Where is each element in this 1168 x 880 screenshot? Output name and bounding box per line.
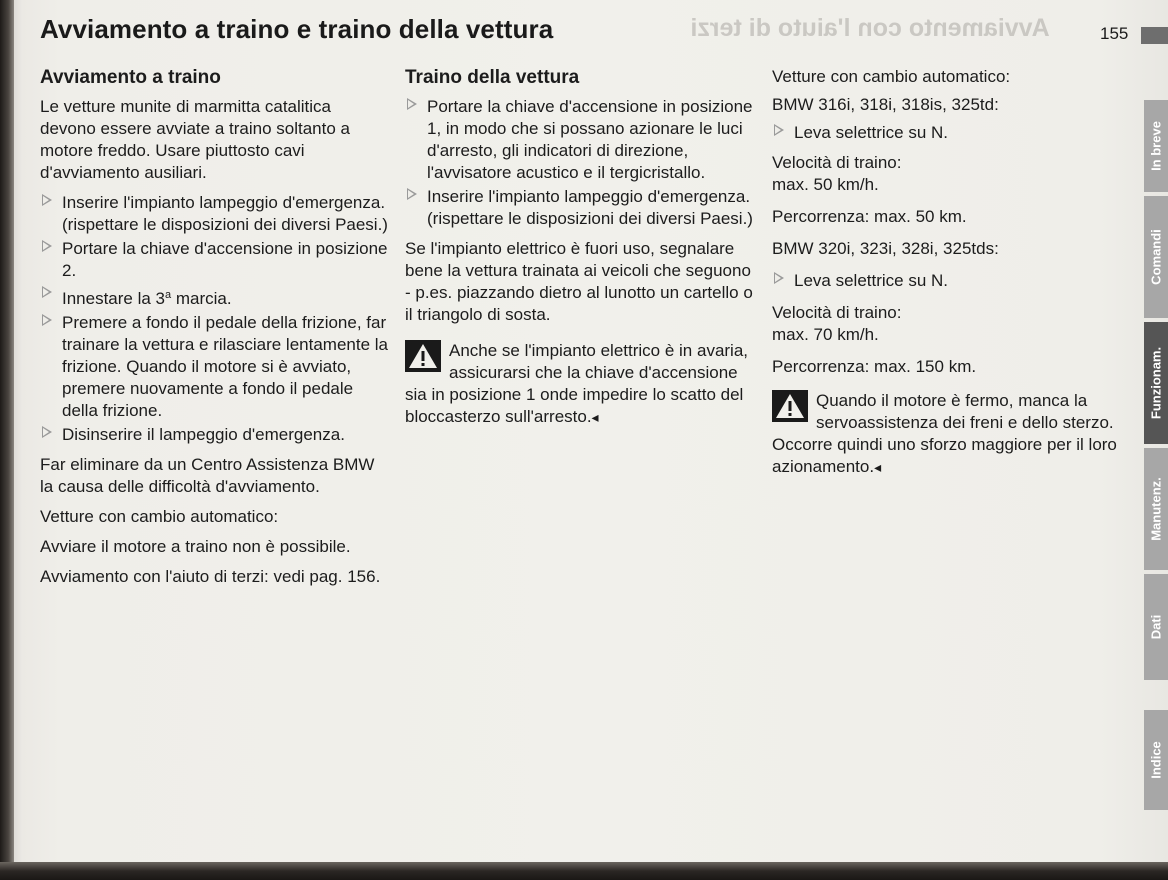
- triangle-bullet-icon: [42, 426, 52, 438]
- list-item-text: Portare la chiave d'accensione in posizione 2.: [62, 239, 388, 280]
- warning-text: Quando il motore è fermo, manca la servoassistenza dei freni e dello sterzo. Occorre quindi uno sforzo maggiore per il loro azionamento.: [772, 391, 1117, 476]
- list-item: [40, 424, 390, 446]
- list-item-text: Innestare la 3: [62, 289, 166, 308]
- tab-label: Indice: [1148, 741, 1164, 779]
- warning-text: Anche se l'impianto elettrico è in avaria, assicurarsi che la chiave d'accensione sia in posizione 1 onde impedire lo scatto del bloccasterzo sull'arresto.: [405, 341, 749, 426]
- tab-indice[interactable]: [1144, 710, 1168, 810]
- list-item-text: Portare la chiave d'accensione in posizione 1, in modo che si possano azionare le luci d'arresto, gli indicatori di direzione, l'avvisatore acustico e il tergicristallo.: [427, 97, 753, 182]
- column-towing-vehicle: [405, 66, 755, 428]
- triangle-bullet-icon: [774, 272, 784, 284]
- triangle-bullet-icon: [42, 314, 52, 326]
- tab-comandi[interactable]: [1144, 196, 1168, 318]
- list-item: [405, 96, 755, 184]
- automatic-label: Vetture con cambio automatico:: [772, 67, 1011, 86]
- distance-2: Percorrenza: max. 150 km.: [772, 357, 977, 376]
- page-bottom-edge: [0, 862, 1168, 880]
- tab-label: Dati: [1148, 614, 1164, 640]
- list-item-text: Disinserire il lampeggio d'emergenza.: [62, 425, 345, 444]
- electrical-fault-paragraph: Se l'impianto elettrico è fuori uso, segnalare bene la vettura trainata ai veicoli che seguono - p.es. piazzando dietro al lunotto un cartello o il triangolo di sosta.: [405, 239, 753, 324]
- speed-label-2: Velocità di traino:: [772, 303, 902, 322]
- tab-manutenz[interactable]: [1144, 448, 1168, 570]
- end-mark-icon: ◂: [591, 409, 599, 425]
- column-towing-start: [40, 66, 390, 596]
- tab-funzionam[interactable]: [1144, 322, 1168, 444]
- section-heading-towing-vehicle: Traino della vettura: [405, 67, 580, 88]
- reference-paragraph: Avviamento con l'aiuto di terzi: vedi pag. 156.: [40, 567, 381, 586]
- triangle-bullet-icon: [407, 188, 417, 200]
- speed-value-1: max. 50 km/h.: [772, 175, 879, 194]
- section-heading-towing-start: Avviamento a traino: [40, 67, 221, 88]
- triangle-bullet-icon: [42, 194, 52, 206]
- speed-value-2: max. 70 km/h.: [772, 325, 879, 344]
- triangle-bullet-icon: [42, 286, 52, 298]
- list-item: [772, 122, 1127, 144]
- list-item-text-end: marcia.: [171, 289, 232, 308]
- page-number: 155: [1100, 24, 1129, 43]
- tab-label: Funzionam.: [1148, 346, 1164, 420]
- triangle-bullet-icon: [774, 124, 784, 136]
- superscript: a: [165, 289, 172, 301]
- models-group-2: BMW 320i, 323i, 328i, 325tds:: [772, 239, 999, 258]
- triangle-bullet-icon: [407, 98, 417, 110]
- warning-triangle-icon: [772, 390, 808, 422]
- page-title: Avviamento a traino e traino della vettura: [40, 14, 554, 44]
- automatic-label: Vetture con cambio automatico:: [40, 507, 279, 526]
- bmw-service-paragraph: Far eliminare da un Centro Assistenza BMW la causa delle difficoltà d'avviamento.: [40, 455, 375, 496]
- tab-label: Manutenz.: [1148, 477, 1164, 541]
- list-item: [772, 270, 1127, 292]
- triangle-bullet-icon: [42, 240, 52, 252]
- book-spine: [0, 0, 14, 880]
- list-item: [40, 192, 390, 236]
- list-item: [40, 312, 390, 422]
- end-mark-icon: ◂: [874, 459, 882, 475]
- distance-1: Percorrenza: max. 50 km.: [772, 207, 967, 226]
- warning-triangle-icon: [405, 340, 441, 372]
- column-automatic-towing: [772, 66, 1127, 478]
- bleed-through-title: Avviamento con l'aiuto di terzi: [690, 14, 1050, 42]
- list-item: [405, 186, 755, 230]
- tab-dati[interactable]: [1144, 574, 1168, 680]
- models-group-1: BMW 316i, 318i, 318is, 325td:: [772, 95, 999, 114]
- list-item: [40, 284, 390, 310]
- warning-note: [772, 390, 1127, 478]
- list-item-text: Leva selettrice su N.: [794, 123, 949, 142]
- intro-paragraph: Le vetture munite di marmitta catalitica devono essere avviate a traino soltanto a motore freddo. Usare piuttosto cavi d'avviamento ausiliari.: [40, 97, 350, 182]
- automatic-paragraph: Avviare il motore a traino non è possibile.: [40, 537, 351, 556]
- side-thumb-tabs: [1144, 100, 1168, 800]
- list-item-text: Premere a fondo il pedale della frizione, far trainare la vettura e rilasciare lentamente la frizione. Quando il motore si è avviato, premere nuovamente a fondo il pedale della frizione.: [62, 313, 388, 420]
- tab-in-breve[interactable]: [1144, 100, 1168, 192]
- tab-label: In breve: [1148, 121, 1164, 171]
- list-item-text: Leva selettrice su N.: [794, 271, 949, 290]
- tab-label: Comandi: [1148, 229, 1164, 285]
- page-number-bar: [1141, 27, 1168, 44]
- warning-note: [405, 340, 755, 428]
- list-item: [40, 238, 390, 282]
- speed-label-1: Velocità di traino:: [772, 153, 902, 172]
- list-item-text: Inserire l'impianto lampeggio d'emergenza. (rispettare le disposizioni dei diversi Paesi.): [427, 187, 753, 228]
- list-item-text: Inserire l'impianto lampeggio d'emergenza. (rispettare le disposizioni dei diversi Paesi.): [62, 193, 388, 234]
